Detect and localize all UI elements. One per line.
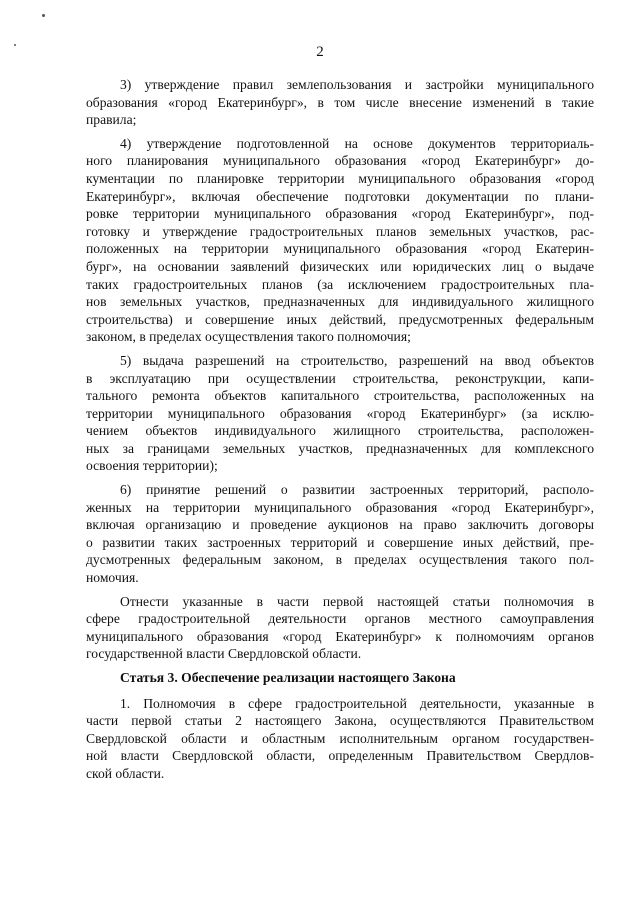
text-line: 4) утверждение подготовленной на основе документов территориаль- bbox=[120, 135, 594, 151]
text-line: чением объектов индивидуального жилищного строительства, расположен- bbox=[86, 423, 594, 439]
text-line: законом, в пределах осуществления такого полномочия; bbox=[86, 329, 411, 345]
paragraph-item-6 bbox=[86, 481, 594, 587]
text-line: образования «город Екатеринбург», в том числе внесение изменений в такие bbox=[86, 94, 594, 110]
text-line: нов земельных участков, предназначенных для индивидуального жилищного bbox=[86, 294, 594, 310]
paragraph-item-4 bbox=[86, 135, 594, 346]
text-line: о развитии таких застроенных территорий и совершение иных действий, пре- bbox=[86, 534, 594, 550]
paragraph-item-5 bbox=[86, 352, 594, 475]
paragraph-article-3-item-1 bbox=[86, 695, 594, 783]
text-line: тального ремонта объектов капитального строительства, расположенных на bbox=[86, 388, 594, 404]
text-line: бург», на основании заявлений физических или юридических лиц о выдаче bbox=[86, 258, 594, 274]
text-line: ской области. bbox=[86, 765, 165, 781]
document-body bbox=[86, 76, 594, 789]
page-number: 2 bbox=[316, 44, 324, 60]
text-line: женных на территории муниципального образования «город Екатеринбург», bbox=[86, 499, 594, 515]
text-line: освоения территории); bbox=[86, 458, 218, 474]
text-line: территории муниципального образования «город Екатеринбург» (за исклю- bbox=[86, 405, 594, 421]
text-line: муниципального образования «город Екатеринбург» к полномочиям органов bbox=[86, 628, 594, 644]
text-line: Отнести указанные в части первой настоящей статьи полномочия в bbox=[120, 593, 594, 609]
text-line: ного планирования муниципального образования «город Екатеринбург» до- bbox=[86, 153, 594, 169]
text-line: в эксплуатацию при осуществлении строительства, реконструкции, капи- bbox=[86, 370, 594, 386]
paragraph-item-3 bbox=[86, 76, 594, 129]
text-line: таких градостроительных планов (за исключением градостроительных пла- bbox=[86, 276, 594, 292]
text-line: ровке территории муниципального образования «город Екатеринбург», под- bbox=[86, 206, 594, 222]
text-line: Свердловской области и областным исполнительным органом государствен- bbox=[86, 730, 594, 746]
article-heading: Статья 3. Обеспечение реализации настоящего Закона bbox=[120, 670, 456, 685]
text-line: 1. Полномочия в сфере градостроительной деятельности, указанные в bbox=[120, 695, 594, 711]
text-line: 3) утверждение правил землепользования и застройки муниципального bbox=[120, 77, 594, 92]
text-line: 6) принятие решений о развитии застроенных территорий, располо- bbox=[120, 482, 594, 498]
text-line: 5) выдача разрешений на строительство, разрешений на ввод объектов bbox=[120, 352, 594, 368]
text-line: включая организацию и проведение аукционов на право заключить договоры bbox=[86, 517, 594, 533]
text-line: Екатеринбург», включая обеспечение подготовки документации по плани- bbox=[86, 188, 594, 204]
text-line: кументации по планировке территории муниципального образования «город bbox=[86, 170, 594, 186]
text-line: ной власти Свердловской области, определенным Правительством Свердлов- bbox=[86, 748, 594, 764]
paragraph-assign-powers bbox=[86, 593, 594, 663]
scan-dot-mark bbox=[42, 14, 45, 17]
text-line: дусмотренных федеральным законом, в пределах осуществления такого пол- bbox=[86, 552, 594, 568]
text-line: части первой статьи 2 настоящего Закона, осуществляются Правительством bbox=[86, 713, 594, 729]
text-line: номочия. bbox=[86, 570, 139, 586]
text-line: государственной власти Свердловской области. bbox=[86, 646, 362, 662]
text-line: правила; bbox=[86, 112, 137, 128]
text-line: положенных на территории муниципального образования «город Екатерин- bbox=[86, 241, 594, 257]
text-line: строительства) и совершение иных действий, предусмотренных федеральным bbox=[86, 311, 594, 327]
text-line: ных за границами земельных участков, предназначенных для комплексного bbox=[86, 440, 594, 456]
text-line: сфере градостроительной деятельности органов местного самоуправления bbox=[86, 611, 594, 627]
text-line: готовку и утверждение градостроительных планов земельных участков, рас- bbox=[86, 223, 594, 239]
